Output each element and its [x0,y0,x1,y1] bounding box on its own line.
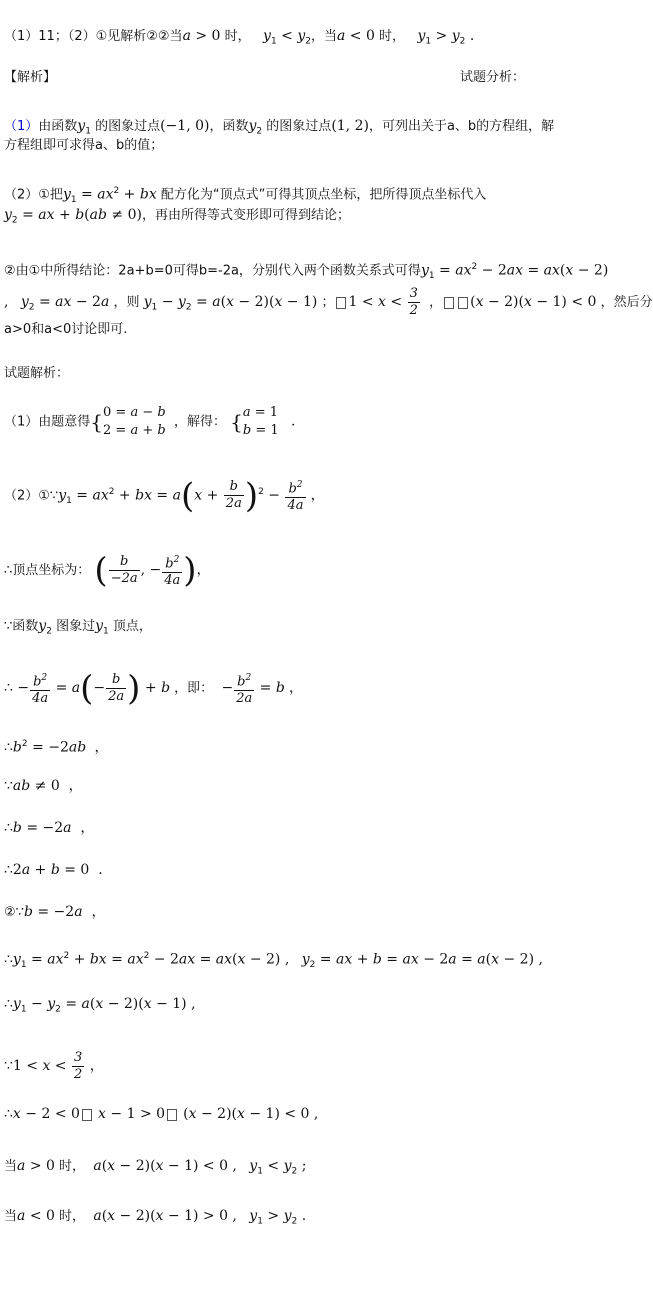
solution-3-diff: $\therefore y_1 - y_2 = a(x - 2)(x - 1)$ , [4,996,196,1015]
solution-heading: 试题解析： [4,366,70,381]
analysis-2-line2: $y_2$ = ax + b(ab ≠ 0)，再由所得等式变形即可得到结论； [4,207,350,226]
solution-2-1: $(2)①\because y_1 = ax^2$ + bx = a(x + $\frac{b}{2a}$ )$^2$ − $\frac{b^2}{4a}$ ， [4,475,325,516]
solution-2-eq1: $\therefore b^2 = -2ab$ ， [4,739,109,756]
solution-3-start: ②∵b = −2a ， [4,904,106,920]
jiexi-heading: 【解析】 [4,70,57,85]
solution-2-vertex: ∴顶点坐标为： ( $\frac{b}{-2a}$ , − $\frac{b^2}{4a}$ )， [4,550,211,591]
analysis-3-line1: ②由①中所得结论：2a+b=0可得b=-2a，分别代入两个函数关系式可得$y_1 = ax^2 - 2ax = ax(x - 2)$ [4,262,609,281]
solution-3-case2: 当a < 0 时， a(x − 2)(x − 1) > 0 , $y_1 > y_2$ . [4,1208,307,1227]
analysis-1-line1: （1）由函数$y_1$ 的图象过点(−1, 0)，函数$y_2$ 的图象过点(1, 2)，可列出关于a、b的方程组，解 [4,118,555,137]
analysis-heading: 试题分析： [460,70,526,85]
analysis-3-line3: a>0和a<0讨论即可. [4,322,128,337]
answer-part1: （1）11；（2）①见解析②②当 [4,29,183,44]
solution-2-sub: ∴ − $\frac{b^2}{4a}$ = a(− $\frac{b}{2a}$ ) + b ，即： − $\frac{b^2}{2a}$ = b ， [4,668,303,709]
analysis-2-line1: （2）①把$y_1 = ax^2$ + bx 配方化为“顶点式”可得其顶点坐标，把所得顶点坐标代入 [4,186,487,205]
analysis-1-line2: 方程组即可求得a、b的值； [4,138,164,153]
solution-2-eq3: ∴b = −2a ， [4,820,95,836]
solution-2-passes: ∵函数$y_2$ 图象过$y_1$ 顶点， [4,618,152,637]
solution-2-eq4: ∴2a + b = 0 . [4,862,103,878]
solution-3-sign: ∴x − 2 < 0 x − 1 > 0 (x − 2)(x − 1) < 0 , [4,1106,319,1122]
solution-2-eq2: ∵ab ≠ 0 ， [4,778,83,794]
solution-3-range: ∵1 < x < $\frac{3}{2}$ ， [4,1050,104,1082]
solution-1: （1）由题意得{ 0 = a − b 2 = a + b ，解得： { a = 1 b = 1 . [4,405,296,438]
answer-line: （1）11；（2）①见解析②②当a > 0 时， $y_1 < y_2$，当a < 0 时， $y_1 > y_2$ . [4,28,475,47]
solution-3-y: $\therefore y_1 = ax^2$ + bx = $ax^2 - 2ax = ax(x - 2)$ , $y_2$ = ax + b = ax − 2a = a(x − 2) , [4,951,543,970]
analysis-3-line2: , $y_2$ = ax − 2a ，则 $y_1 - y_2 = a(x - 2)(x - 1)$ ； 1 < x < $\frac{3}{2}$ ， (x − 2)(x − 1) < 0 ，然后分 [4,286,653,318]
solution-3-case1: 当a > 0 时， a(x − 2)(x − 1) < 0 , $y_1 < y_2$ ; [4,1158,307,1177]
